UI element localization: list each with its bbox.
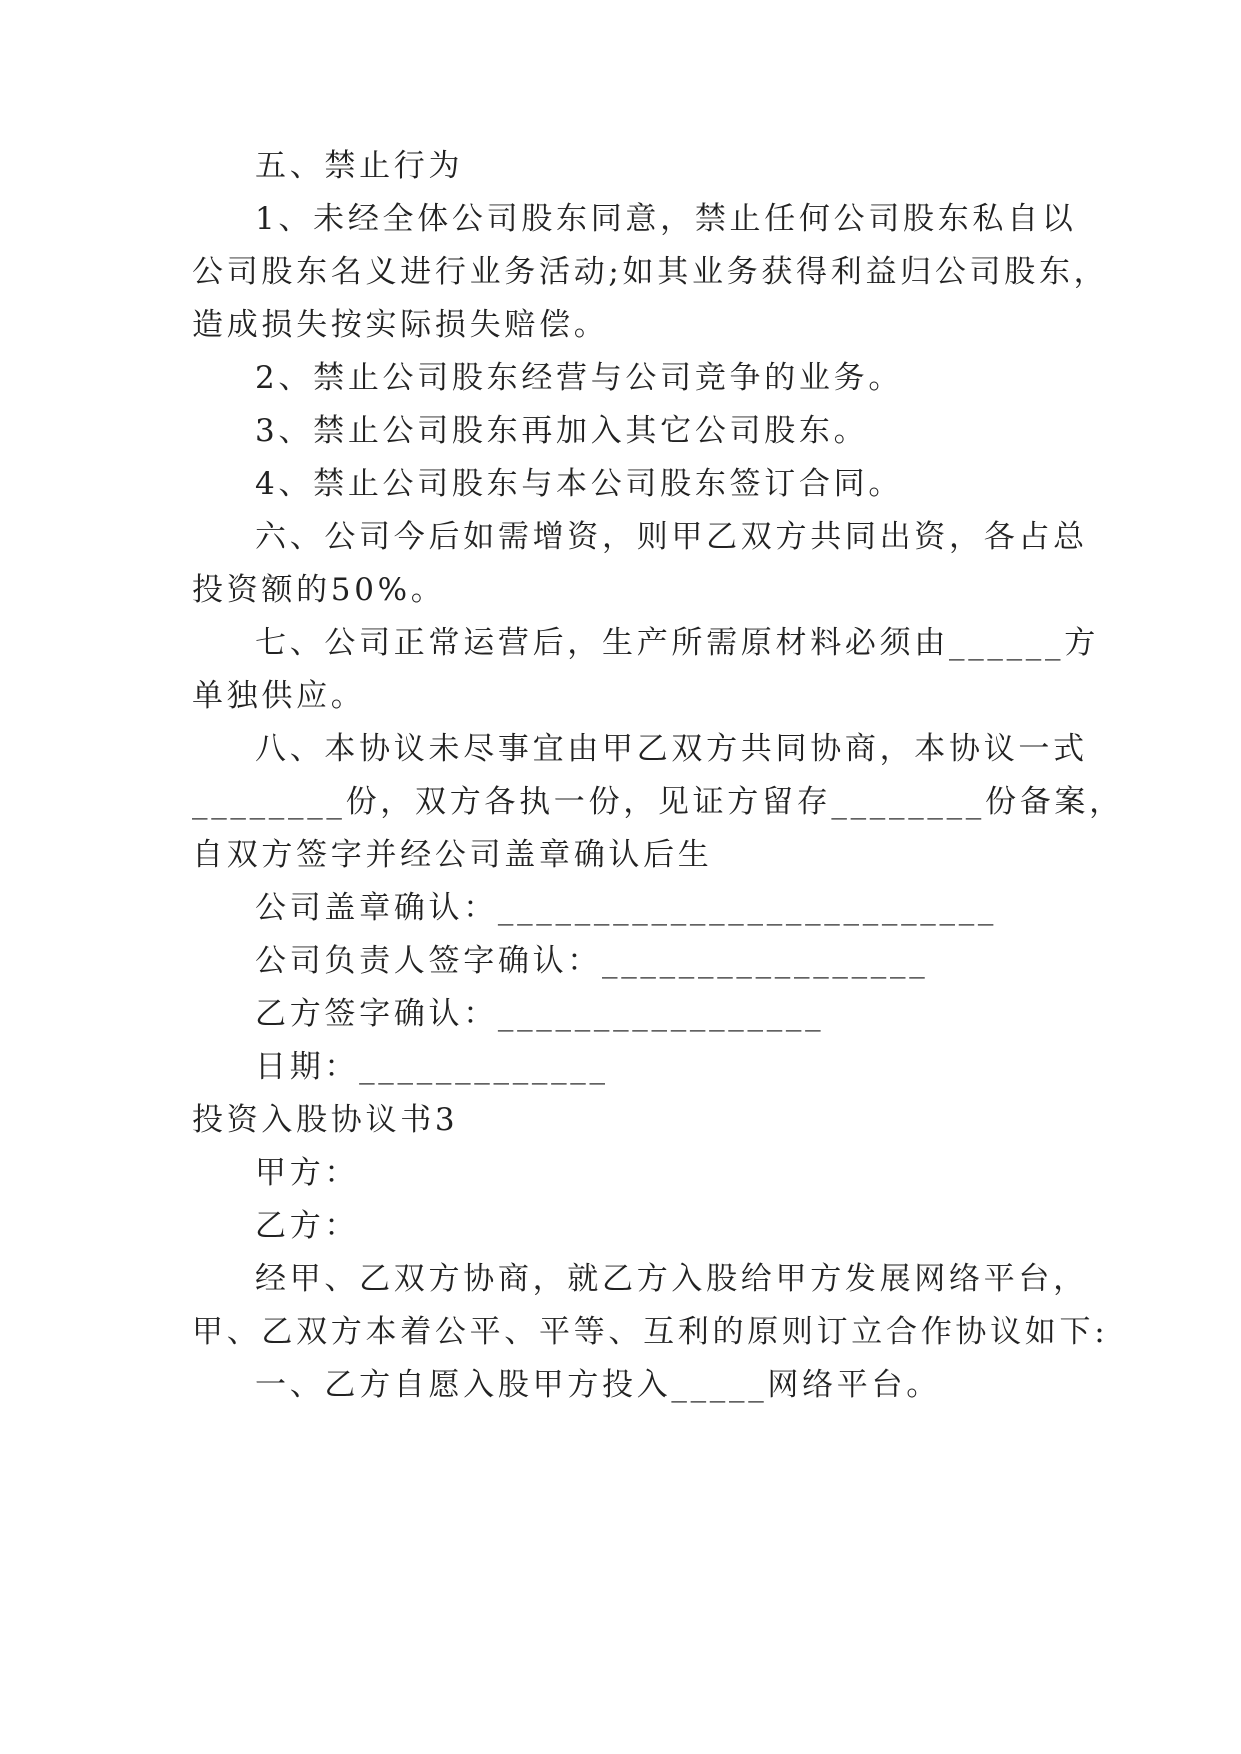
party-b-label: 乙方： <box>255 1208 360 1244</box>
section-8-line-2: ________份，双方各执一份，见证方留存________份备案， <box>192 784 1124 820</box>
section-5-heading: 五、禁止行为 <box>255 148 464 184</box>
clause-5-3: 3、禁止公司股东再加入其它公司股东。 <box>255 413 869 449</box>
clause-5-2: 2、禁止公司股东经营与公司竞争的业务。 <box>255 360 904 396</box>
section-6-line-2: 投资额的50%。 <box>192 572 446 608</box>
clause-5-4: 4、禁止公司股东与本公司股东签订合同。 <box>255 466 904 502</box>
manager-signature-line: 公司负责人签字确认：_________________ <box>255 943 929 979</box>
clause-1: 一、乙方自愿入股甲方投入_____网络平台。 <box>255 1367 941 1403</box>
clause-5-1-line-2: 公司股东名义进行业务活动;如其业务获得利益归公司股东， <box>192 254 1109 290</box>
section-8-line-3: 自双方签字并经公司盖章确认后生 <box>192 837 713 873</box>
clause-5-1-line-1: 1、未经全体公司股东同意，禁止任何公司股东私自以 <box>255 201 1077 237</box>
section-7-line-2: 单独供应。 <box>192 678 366 714</box>
party-b-signature-line: 乙方签字确认：_________________ <box>255 996 825 1032</box>
company-seal-signature-line: 公司盖章确认：__________________________ <box>255 890 998 926</box>
section-7-line-1: 七、公司正常运营后，生产所需原材料必须由______方 <box>255 625 1099 661</box>
agreement-3-title: 投资入股协议书3 <box>192 1102 459 1138</box>
intro-line-2: 甲、乙双方本着公平、平等、互利的原则订立合作协议如下: <box>192 1314 1109 1350</box>
clause-5-1-line-3: 造成损失按实际损失赔偿。 <box>192 307 609 343</box>
section-6-line-1: 六、公司今后如需增资，则甲乙双方共同出资，各占总 <box>255 519 1088 555</box>
intro-line-1: 经甲、乙双方协商，就乙方入股给甲方发展网络平台， <box>255 1261 1088 1297</box>
party-a-label: 甲方： <box>255 1155 360 1191</box>
section-8-line-1: 八、本协议未尽事宜由甲乙双方共同协商，本协议一式 <box>255 731 1088 767</box>
date-line: 日期：_____________ <box>255 1049 609 1085</box>
